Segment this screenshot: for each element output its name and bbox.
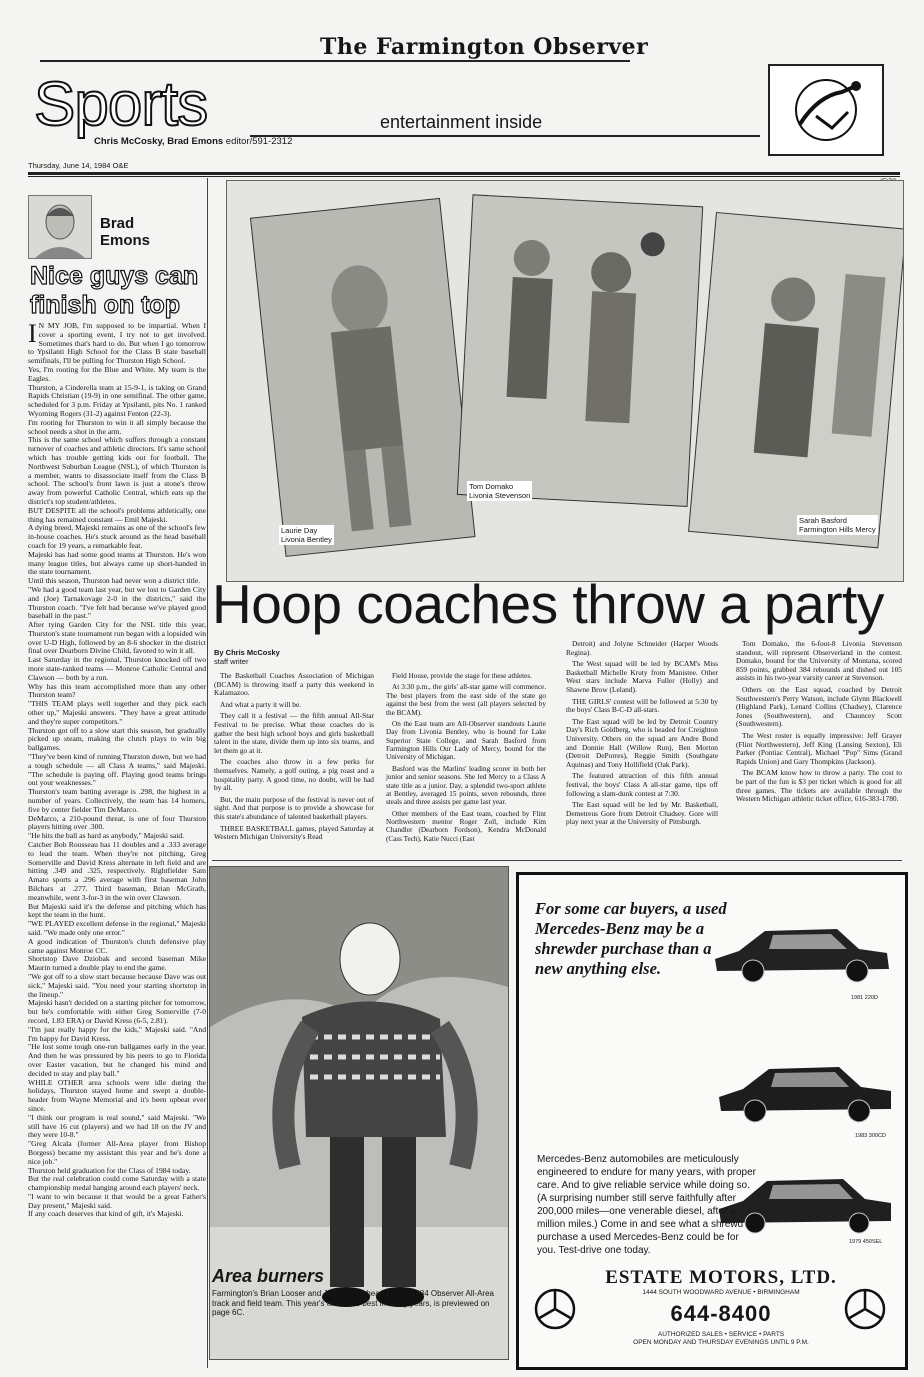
dealer-hours [571,1331,871,1347]
dealer-name: ESTATE MOTORS, LTD. [605,1267,837,1288]
story-paragraph: The East squad will be led by Detroit Country Day's Rich Goldberg, who is headed for Creighton University. Others on the squad are Andre Bond and Donnie Hall (Willow Run), Ben Morton (Detroit DePorres), Reggie Smith (Southgate Aquinas) and Tony Hollifield (Oak Park). [566,716,718,769]
column-body [22,319,206,1219]
story-bottom-rule [212,860,902,861]
byline-name: By Chris McCosky [214,648,280,657]
athlete-logo-icon [770,66,882,154]
tagline-rule [250,135,760,137]
column-paragraph: "WE PLAYED excellent defense in the regional," Majeski said. "We made only one error." [28,919,206,937]
columnist-first-name: Brad [100,215,135,232]
caption-day-school: Livonia Bentley [281,535,332,544]
story-paragraph: The BCAM know how to throw a party. The cost to be part of the fun is $3 per ticket which is good for all three games. The tickets are available through the Western Michigan athletic ticket office, 616-383-1780. [736,768,902,804]
story-byline [214,648,280,666]
column-paragraph: "I think our program is real sound," said Majeski. "We still have 16 cut (players) and we had 18 on the JV and they were 10-8." [28,1112,206,1140]
photo-headline: Area burners [212,1266,325,1286]
story-paragraph: The Basketball Coaches Association of Michigan (BCAM) is throwing itself a party this weekend in Kalamazoo. [214,671,374,698]
mercedes-advertisement [516,872,908,1370]
column-paragraph: Thurston's team batting average is .298, the highest in a number of years. Collectively, the team has 14 homers, five by center fielder Tim DeMarco. [28,787,206,814]
drop-cap: I [28,319,37,348]
story-paragraph: Other members of the East team, coached by Flint Northwestern mentor Roger Zoll, include Kim Chandler (Dearborn Fordson), Kendra McDonald (Cass Tech), Katie Nucci (East [386,809,546,843]
story-paragraph: Others on the East squad, coached by Detroit Southwestern's Perry Watson, include Glynn Blackwell (Highland Park), Lenard Collins (Chadsey), Clarence Jones (Southwestern), and Chauncey Scott (Southwestern). [736,684,902,729]
ad-headline: For some car buyers, a used Mercedes-Benz may be a shrewder purchase than a new anything else. [535,899,727,978]
column-paragraph: Why has this team accomplished more than any other Thurston team? [28,681,206,700]
column-paragraph: "We got off to a slow start because because Dave was out sick," Majeski said. "You need your starting shortstop in the lineup." [28,971,206,999]
photo-caption: Farmington's Brian Looser and Jeff Lawton head up the 1984 Observer All-Area track and field team. This year's team, the best in many years, is previewed on page 6C. [212,1289,494,1317]
column-paragraph-text: N MY JOB, I'm supposed to be impartial. When I cover a sporting event, I try not to get involved. Sometimes that's hard to do. But when I go tomorrow to Ypsilanti High School for the Class B state baseball semifinals, I'll be pulling for Thurston High School. [28,321,206,366]
car-label-2: 1983 300CD [855,1133,886,1139]
section-tagline: entertainment inside [380,112,543,132]
story-column-1 [214,672,374,845]
column-paragraph: This is the same school which suffers through a constant turnover of coaches and athletic directors. It's same school which has trouble getting kids out for football. The Northwest Suburban League (NSL), of which Thurston is a member, wants to disassociate itself from the Class B school. The school's front lawn is just a stone's throw away from powerful Catholic Central, which eats up the district's top student/athletes. [28,435,206,506]
dealer-services: AUTHORIZED SALES • SERVICE • PARTS [657,1331,785,1338]
story-paragraph: On the East team are All-Observer standouts Laurie Day from Livonia Bentley, who is bound for Lake Superior State College, and Sarah Basford from Farmington Hills Our Lady of Mercy, bound for the University of Michigan. [386,719,546,762]
column-paragraph: Catcher Bob Rousseau has 11 doubles and a .333 average to lead the team. When they're not pitching, Greg Somerville and David Kress alternate in left field and are hitting .349 and .325, respectively. Rightfielder Sam Amato sports a .296 average with first baseman John Bilchars at .277. Third baseman, Brian McGrath, meanwhile, went 3-for-3 in the win over Clawson. [28,840,206,902]
caption-basford-name: Sarah Basford [799,516,847,525]
newspaper-title: The Farmington Observer [320,34,649,60]
car-label-1: 1981 220D [851,995,878,1001]
story-paragraph: The West squad will be led by BCAM's Miss Basketball Michelle Kruty from Manistee. Other West stars include Marva Fuller (Holly) and Shawne Brow (Leland). [566,659,718,694]
basketball-photos [226,180,904,582]
story-paragraph: Detroit) and Jolyne Schneider (Harper Woods Regina). [566,639,718,657]
column-paragraph: Thurston held graduation for the Class of 1984 today. [28,1165,191,1175]
editor-names: Chris McCosky, Brad Emons [94,136,224,147]
column-paragraph: "I'm just really happy for the kids," Majeski said. "And I'm happy for David Kress. [28,1024,206,1043]
column-paragraph: "Greg Alcala (former All-Area player from Bishop Borgess) became my assistant this year and he's done a nice job." [28,1139,206,1166]
column-paragraph: Thurston got off to a slow start this season, but gradually picked up steam, making the clutch plays to win big ballgames. [28,725,206,753]
column-paragraph: DeMarco, a 210-pound threat, is one of four Thurston players hitting over .300. [28,813,206,832]
story-paragraph: Basford was the Marlins' leading scorer in both her junior and senior seasons. She led Mercy to a Class A state title as a junior. Day, a splendid two-sport athlete at Bentley, averaged 15 points, seven rebounds, three steals and three assists per game last year. [386,764,546,807]
top-rule [28,172,900,175]
byline-role: staff writer [214,657,249,666]
story-paragraph: They call it a festival — the fifth annual All-Star Festival to be precise. What these coaches do is gather the best high school boys and girls basketball talent in the state, divide them up into six teams, and let them go at it. [214,711,374,755]
sedan-2-icon [715,1051,895,1137]
column-paragraph: "We had a good team last year, but we lost to Garden City and (Joe) Tarnakovage 2-0 in the districts," said the Thurston coach. "I've felt bad because we've played good baseball in the past." [28,584,206,621]
column-paragraph: I'm rooting for Thurston to win it all simply because the school needs a shot in the arm. [28,417,206,436]
column-paragraph: Thurston, a Cinderella team at 15-9-1, is taking on Grand Rapids Christian (19-9) in one semifinal. The other game, scheduled for 3 p.m. Friday at Ypsilanti, pits No. 1 ranked Wyoming Rogers (31-2) against Fenton (22-3). [28,382,206,418]
column-paragraph: Majeski has had some good teams at Thurston. He's won many league titles, but always came up short-handed in the state tournament. [28,549,206,577]
caption-basford-school: Farmington Hills Mercy [799,525,876,534]
story-paragraph: And what a party it will be. [220,699,302,709]
column-paragraph: If any coach deserves that kind of gift, it's Majeski. [28,1209,184,1219]
column-paragraph: "He hits the ball as hard as anybody," Majeski said. [28,831,185,841]
dealer-address: 1444 SOUTH WOODWARD AVENUE • BIRMINGHAM [642,1289,800,1296]
photo-caption-domako [467,481,532,501]
top-rule-thin [28,176,900,177]
story-column-4 [736,640,902,807]
column-paragraph: "They've been kind of running Thurston down, but we had a tough schedule — all Class A teams," said Majeski. "The schedule is paying off. Playing good teams brings out your weaknesses." [28,752,206,788]
story-paragraph: The West roster is equally impressive: Jeff Grayer (Flint Northwestern), Jeff King (Lansing Sexton), Eli Parker (Pontiac Central), Michael "Pop" Sims (Grand Rapids Union) and Gary Thompkins (Jackson). [736,730,902,766]
photo-caption-day [279,525,334,545]
column-separator [207,178,208,1368]
column-paragraph: "I want to win because it that would be a great Father's Day present," Majeski said. [28,1191,206,1210]
column-paragraph: A good indication of Thurston's clutch defensive play came against Monroe CC. [28,936,206,955]
editor-phone: editor/591-2312 [223,136,293,147]
dealer-hours-text: OPEN MONDAY AND THURSDAY EVENINGS UNTIL 9 P.M. [633,1339,809,1346]
column-paragraph: But the real celebration could come Saturday with a state championship medal hanging around each players' neck. [28,1174,206,1193]
story-paragraph: THE GIRLS' contest will be followed at 5:30 by the boys' Class B-C-D all-stars. [566,696,718,715]
column-paragraph: Until this season, Thurston had never won a district title. [28,576,201,586]
masthead-rule [40,60,630,62]
column-paragraph: Majeski hasn't decided on a starting pitcher for tomorrow, but he's comfortable with either Greg Somerville (7-0 record, 1.83 ERA) or David Kress (6-5, 2.81). [28,998,206,1025]
story-headline: Hoop coaches throw a party [212,573,884,635]
sports-logo [768,64,884,156]
story-paragraph: Tom Domako, the 6-foot-8 Livonia Stevenson standout, will represent Observerland in the contest. Domako, bound for the University of Montana, scored 859 points, grabbed 384 rebounds and dished out 105 assists in his two-year varsity career at Stevenson. [736,639,902,683]
caption-domako-name: Tom Domako [469,482,514,491]
sedan-1-icon [709,909,895,995]
section-title: Sports [34,70,208,139]
column-paragraph: Last Saturday in the regional, Thurston knocked off two more state-ranked teams — Monroe Catholic Central and Clawson — both by a run. [28,655,206,682]
photo-caption-basford [797,515,878,535]
story-paragraph: The East squad will be led by Mr. Basketball, Demetreus Gore from Detroit Chadsey. Gore will play next year at the University of Pittsburgh. [566,800,718,827]
column-paragraph: After tying Garden City for the NSL title this year, Thurston's state tournament run began with a lopsided win over U-D High, followed by an 8-6 shocker in the district final over Dearborn Divine Child, favored to win it all. [28,620,206,656]
columnist-photo [28,195,92,259]
story-paragraph: At 3:30 p.m., the girls' all-star game will commence. The best players from the east side of the state go against the best from the west (all players selected by the BCAM). [386,683,546,717]
story-paragraph: Field House, provide the stage for these athletes. [392,672,532,680]
column-paragraph: WHILE OTHER area schools were idle during the holidays, Thurston stayed home and swept a double-header from Wayne Memorial and it's been upbeat ever since. [28,1077,206,1113]
column-paragraph: But Majeski said it's the defense and pitching which has kept the team in the hunt. [28,901,206,920]
issue-date: Thursday, June 14, 1984 O&E [28,161,129,170]
column-paragraph: "He lost some tough one-run ballgames early in the year. And then he was pressured by his peers to go to Florida over Easter vacation, but he changed his mind and decided to stay and play ball." [28,1042,206,1078]
story-column-3 [566,640,718,830]
column-paragraph: "THIS TEAM plays well together and they pick each other up," Majeski answers. "They have a great attitude and they're super competitors." [28,699,206,726]
caption-day-name: Laurie Day [281,526,318,535]
column-paragraph [28,319,206,366]
story-column-2 [386,672,546,846]
story-paragraph: The featured attraction of this fifth annual festival, the boys' Class A all-star game, tips off following a slam-dunk contest at 7:30. [566,771,718,798]
story-paragraph: The coaches also throw in a few perks for themselves. Namely, a golf outing, a pig roast and a hospitality party. A good time, no doubt, will be had by all. [214,757,374,793]
columnist-name [100,215,150,249]
story-paragraph: But, the main purpose of the festival is never out of sight. And that purpose is to provide a showcase for this state's abundance of talented basketball players. [214,794,374,821]
ad-body: Mercedes-Benz automobiles are meticulously engineered to endure for many years, with proper care. And to give reliable service while doing so. (A surprising number still serve faithfully after 200,000 miles—one venerable diesel, after a million miles.) Come in and see what a shrewd purchase a used Mercedes-Benz could be for you. Test-drive one today. [537,1154,757,1256]
caption-domako-school: Livonia Stevenson [469,491,531,500]
section-editors [94,136,292,147]
story-paragraph: THREE BASKETBALL games, played Saturday at Western Michigan University's Read [214,823,374,842]
column-paragraph: Yes, I'm rooting for the Blue and White. My team is the Eagles. [28,364,206,383]
column-paragraph: Shortstop Dave Dziobak and second baseman Mike Maurin turned a double play to end the game. [28,954,206,973]
column-paragraph: A dying breed, Majeski remains as one of the school's few in-house coaches. He's stuck around as the head baseball coach for 19 years, a remarkable feat. [28,523,206,550]
column-paragraph: BUT DESPITE all the school's problems athletically, one thing has remained constant — Emil Majeski. [28,505,206,524]
columnist-last-name: Emons [100,232,151,249]
column-headline: Nice guys can finish on top [30,262,199,319]
dealer-phone: 644-8400 [670,1301,772,1326]
car-label-3: 1979 450SEL [849,1239,883,1245]
